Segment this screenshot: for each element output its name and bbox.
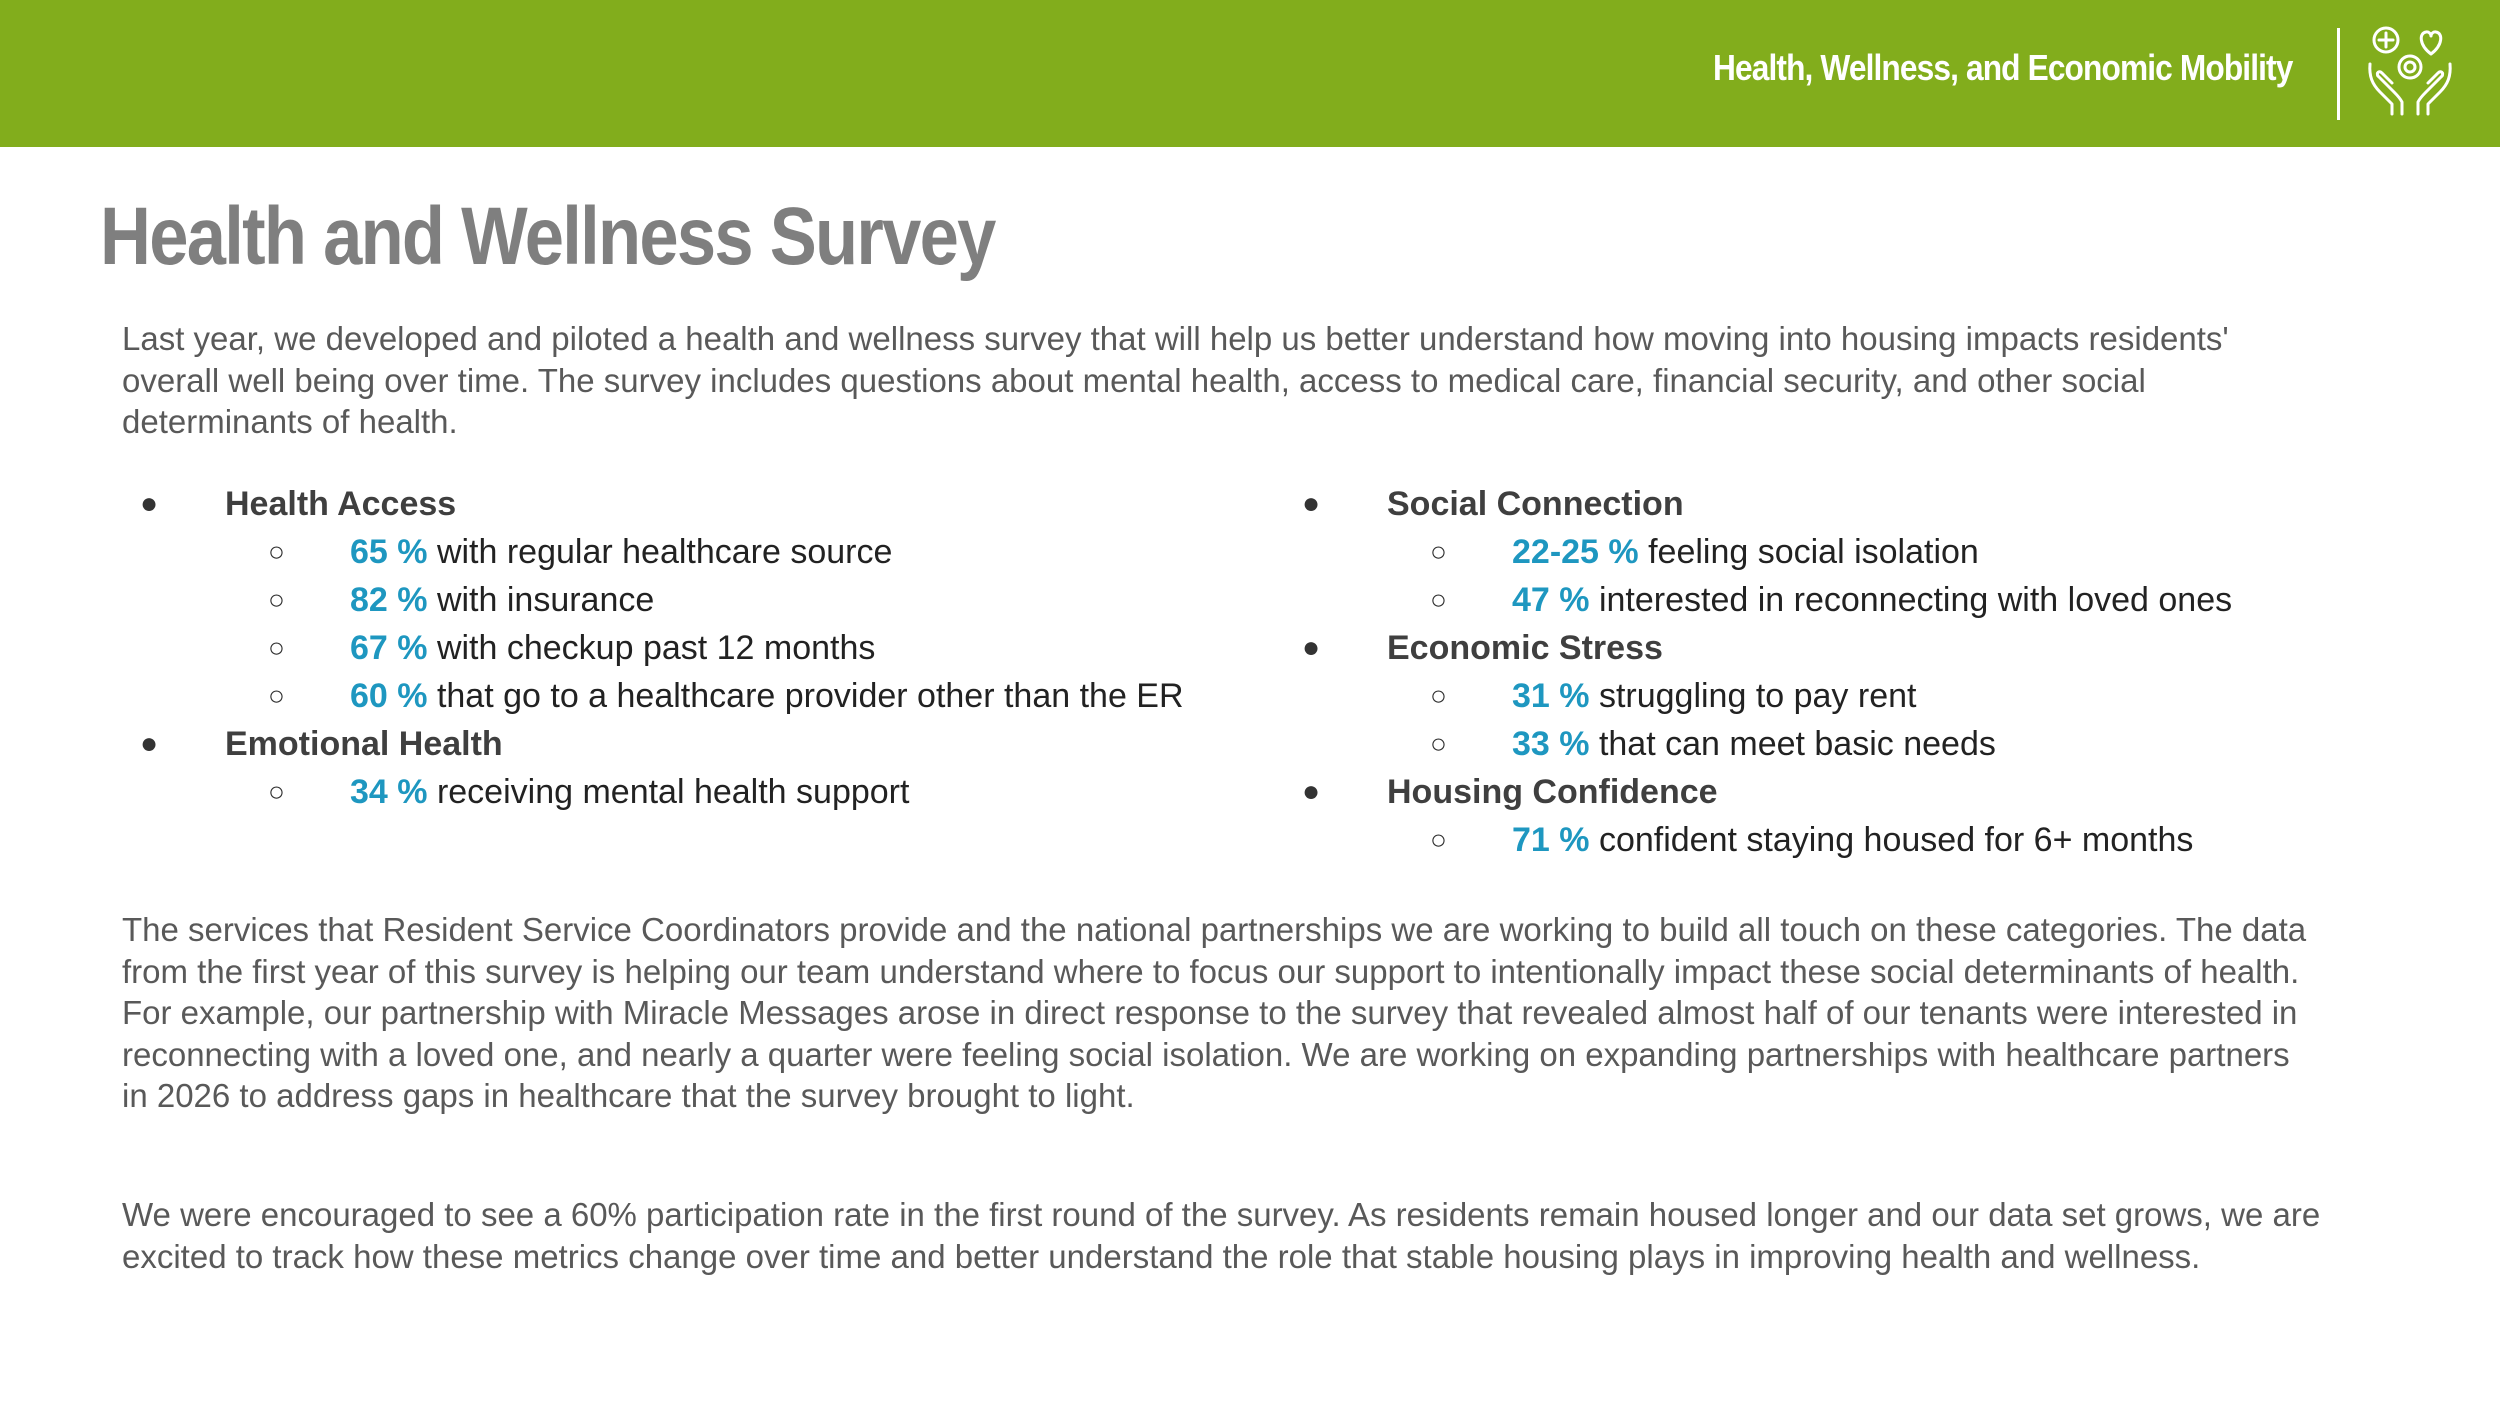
header-divider bbox=[2337, 28, 2340, 120]
stat-text: that go to a healthcare provider other than the ER bbox=[427, 677, 1184, 715]
stat-item bbox=[1302, 720, 2432, 768]
services-paragraph: The services that Resident Service Coordinators provide and the national partnerships we are working to build all touch on these categories. The data from the first year of this survey is helping our team understand where to focus our support to intentionally impact these social determinants of health. For example, our partnership with Miracle Messages arose in direct response to the survey that revealed almost half of our tenants were interested in reconnecting with a loved one, and nearly a quarter were feeling social isolation. We are working on expanding partnerships with healthcare partners in 2026 to address gaps in healthcare that the survey brought to light. bbox=[122, 911, 2307, 1114]
stat-text: feeling social isolation bbox=[1638, 533, 1979, 571]
intro-paragraph: Last year, we developed and piloted a health and wellness survey that will help us better understand how moving into housing impacts residents' overall well being over time. The survey includes questions about mental health, access to medical care, financial security, and other social determinants of health. bbox=[122, 320, 2229, 440]
stat-text: confident staying housed for 6+ months bbox=[1589, 821, 2194, 859]
item-bullet: ○ bbox=[1430, 728, 1447, 759]
section-social-connection bbox=[1302, 480, 2432, 528]
stat-value: 60 % bbox=[350, 677, 428, 715]
section-title: Economic Stress bbox=[1387, 629, 1663, 667]
item-bullet: ○ bbox=[1430, 536, 1447, 567]
stat-item bbox=[140, 672, 1270, 720]
stat-item bbox=[140, 768, 1270, 816]
item-bullet: ○ bbox=[268, 776, 285, 807]
stat-item bbox=[140, 528, 1270, 576]
section-title: Health Access bbox=[225, 485, 457, 523]
header-title: Health, Wellness, and Economic Mobility bbox=[1712, 47, 2292, 88]
stat-text: with regular healthcare source bbox=[427, 533, 893, 571]
section-bullet: ● bbox=[140, 727, 159, 760]
stat-value: 33 % bbox=[1512, 725, 1590, 763]
stat-value: 34 % bbox=[350, 773, 428, 811]
left-stats-column bbox=[140, 480, 1270, 816]
stat-item bbox=[140, 576, 1270, 624]
item-bullet: ○ bbox=[1430, 824, 1447, 855]
stat-value: 47 % bbox=[1512, 581, 1590, 619]
stat-item bbox=[1302, 576, 2432, 624]
item-bullet: ○ bbox=[268, 632, 285, 663]
stat-text: with insurance bbox=[427, 581, 655, 619]
section-title: Housing Confidence bbox=[1387, 773, 1718, 811]
section-title: Emotional Health bbox=[225, 725, 503, 763]
stat-text: with checkup past 12 months bbox=[427, 629, 876, 667]
header-bar bbox=[0, 0, 2500, 147]
section-bullet: ● bbox=[1302, 775, 1321, 808]
section-bullet: ● bbox=[1302, 631, 1321, 664]
section-health-access bbox=[140, 480, 1270, 528]
item-bullet: ○ bbox=[268, 536, 285, 567]
participation-paragraph: We were encouraged to see a 60% participation rate in the first round of the survey. As residents remain housed longer and our data set grows, we are excited to track how these metrics change over time and better understand the role that stable housing plays in improving health and wellness. bbox=[122, 1196, 2321, 1275]
stat-text: receiving mental health support bbox=[427, 773, 910, 811]
section-emotional-health bbox=[140, 720, 1270, 768]
item-bullet: ○ bbox=[1430, 584, 1447, 615]
item-bullet: ○ bbox=[268, 584, 285, 615]
item-bullet: ○ bbox=[268, 680, 285, 711]
section-housing-confidence bbox=[1302, 768, 2432, 816]
section-bullet: ● bbox=[140, 487, 159, 520]
stat-value: 71 % bbox=[1512, 821, 1590, 859]
right-stats-column bbox=[1302, 480, 2432, 864]
stat-text: interested in reconnecting with loved ones bbox=[1589, 581, 2233, 619]
page-title: Health and Wellness Survey bbox=[100, 191, 995, 282]
stat-item bbox=[1302, 672, 2432, 720]
stat-value: 22-25 % bbox=[1512, 533, 1639, 571]
stat-value: 82 % bbox=[350, 581, 428, 619]
section-bullet: ● bbox=[1302, 487, 1321, 520]
stat-text: struggling to pay rent bbox=[1589, 677, 1917, 715]
stat-value: 31 % bbox=[1512, 677, 1590, 715]
stat-value: 65 % bbox=[350, 533, 428, 571]
stat-text: that can meet basic needs bbox=[1589, 725, 1996, 763]
stat-item bbox=[1302, 528, 2432, 576]
item-bullet: ○ bbox=[1430, 680, 1447, 711]
section-title: Social Connection bbox=[1387, 485, 1684, 523]
hands-holding-health-icon bbox=[2364, 22, 2464, 122]
stat-item bbox=[140, 624, 1270, 672]
stat-item bbox=[1302, 816, 2432, 864]
section-economic-stress bbox=[1302, 624, 2432, 672]
stat-value: 67 % bbox=[350, 629, 428, 667]
